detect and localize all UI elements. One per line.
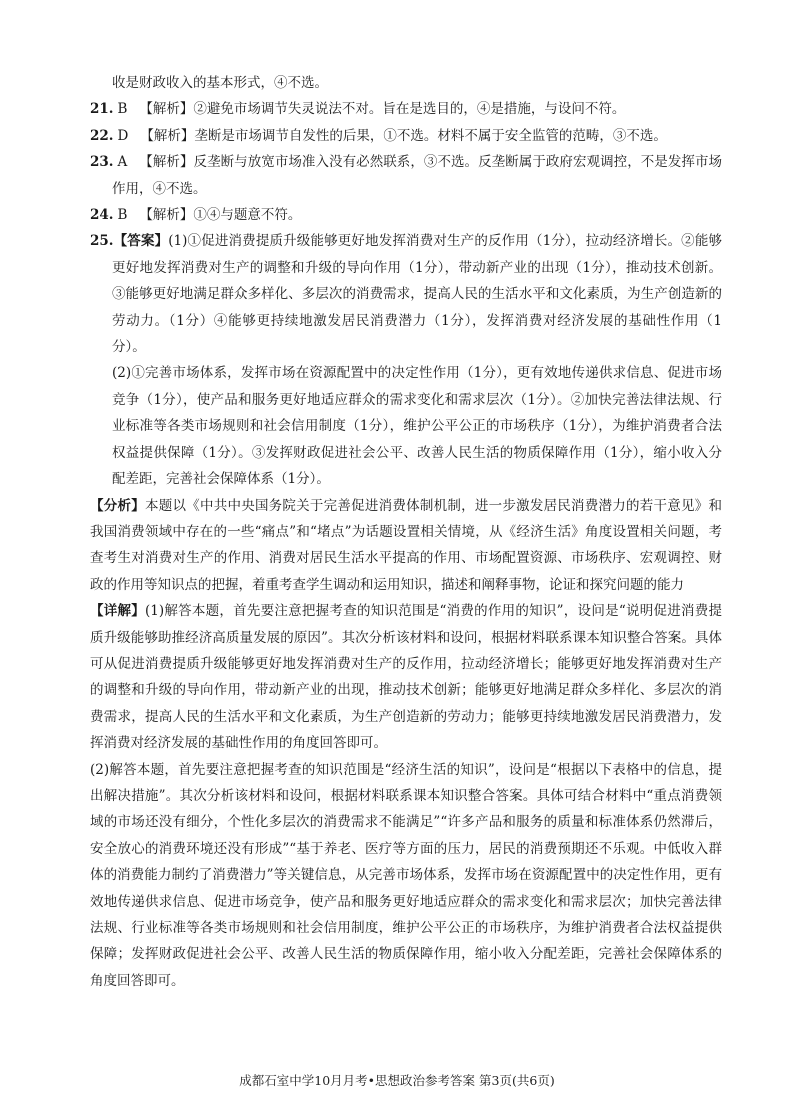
analysis-text: ①④与题意不符。 — [193, 207, 302, 224]
question-25-answer-part1 — [90, 228, 722, 360]
answer-text-1: (1)①促进消费提质升级能够更好地发挥消费对生产的反作用（1分），拉动经济增长。②能够更好地发挥消费对生产的调整和升级的导向作用（1分），带动新产业的出现（1分），推动技术创新。③能够更好地满足群众多样化、多层次的消费需求，提高人民的生活水平和文化素质，为生产创造新的劳动力。（1分）④能够更持续地激发居民消费潜力（1分），发挥消费对经济发展的基础性作用（1分）。 — [112, 233, 722, 356]
analysis-tag: 【解析】 — [139, 101, 194, 118]
question-25-detail-part2: (2)解答本题，首先要注意把握考查的知识范围是“经济生活的知识”，设问是“根据以下表格中的信息，提出解决措施”。其次分析该材料和设问，根据材料联系课本知识整合答案。具体可结合材料中“重点消费领域的市场还没有细分，个性化多层次的消费需求不能满足”“许多产品和服务的质量和标准体系仍然滞后，安全放心的消费环境还没有形成”“基于养老、医疗等方面的压力，居民的消费预期还不乐观。中低收入群体的消费能力制约了消费潜力”等关键信息，从完善市场体系，发挥市场在资源配置中的决定性作用，更有效地传递供求信息、促进市场竞争，使产品和服务更好地适应群众的需求变化和需求层次；加快完善法律法规、行业标准等各类市场规则和社会信用制度，维护公平公正的市场秩序，为维护消费者合法权益提供保障；发挥财政促进社会公平、改善人民生活的物质保障作用，缩小收入分配差距，完善社会保障体系的角度回答即可。 — [90, 761, 722, 989]
analysis-text: ②避免市场调节失灵说法不对。旨在是选目的，④是措施，与设问不符。 — [193, 101, 626, 118]
question-23 — [90, 149, 722, 202]
question-25-answer-part2: (2)①完善市场体系，发挥市场在资源配置中的决定性作用（1分），更有效地传递供求信息、促进市场竞争（1分），使产品和服务更好地适应群众的需求变化和需求层次（1分）。②加快完善法律法规、行业标准等各类市场规则和社会信用制度（1分），维护公平公正的市场秩序（1分），为维护消费者合法权益提供保障（1分）。③发挥财政促进社会公平、改善人民生活的物质保障作用（1分），缩小收入分配差距，完善社会保障体系（1分）。 — [112, 365, 722, 488]
answer-tag: 【答案】 — [113, 233, 169, 250]
page-footer: 成都石室中学10月月考•思想政治参考答案 第3页(共6页) — [239, 1073, 555, 1088]
question-number: 24. — [90, 207, 114, 224]
question-22 — [90, 123, 722, 149]
answer-choice: B — [117, 207, 128, 224]
question-25-detail-part1 — [90, 598, 722, 756]
detail-tag: 【详解】 — [90, 603, 146, 620]
analysis-tag: 【分析】 — [90, 497, 145, 514]
detail-text-1: (1)解答本题，首先要注意把握考查的知识范围是“消费的作用的知识”，设问是“说明促进消费提质升级能够助推经济高质量发展的原因”。其次分析该材料和设问，根据材料联系课本知识整合答案。具体可从促进消费提质升级能够更好地发挥消费对生产的反作用，拉动经济增长；能够更好地发挥消费对生产的调整和升级的导向作用，带动新产业的出现，推动技术创新；能够更好地满足群众多样化、多层次的消费需求，提高人民的生活水平和文化素质，为生产创造新的劳动力；能够更持续地激发居民消费潜力，发挥消费对经济发展的基础性作用的角度回答即可。 — [90, 603, 722, 752]
analysis-text: 反垄断与放宽市场准入没有必然联系，③不选。反垄断属于政府宏观调控，不是发挥市场作用，④不选。 — [112, 154, 723, 197]
analysis-text: 垄断是市场调节自发性的后果，①不选。材料不属于安全监管的范畴，③不选。 — [194, 127, 667, 144]
question-25-analysis — [90, 493, 722, 599]
continued-line: 收是财政收入的基本形式，④不选。 — [112, 75, 328, 91]
analysis-tag: 【解析】 — [139, 207, 194, 224]
answer-choice: A — [117, 154, 128, 171]
page-content — [90, 70, 722, 994]
question-21 — [90, 96, 722, 122]
question-number: 23. — [90, 154, 114, 171]
analysis-text: 本题以《中共中央国务院关于完善促进消费体制机制，进一步激发居民消费潜力的若干意见》和我国消费领域中存在的一些“痛点”和“堵点”为话题设置相关情境，从《经济生活》角度设置相关问题，考查考生对消费对生产的作用、消费对居民生活水平提高的作用、市场配置资源、市场秩序、宏观调控、财政的作用等知识点的把握，着重考查学生调动和运用知识，描述和阐释事物，论证和探究问题的能力 — [90, 497, 723, 593]
question-24 — [90, 202, 722, 228]
question-number: 22. — [90, 127, 114, 144]
question-number: 21. — [90, 101, 114, 118]
analysis-tag: 【解析】 — [139, 154, 194, 171]
question-number: 25. — [90, 233, 114, 250]
analysis-tag: 【解析】 — [140, 127, 195, 144]
answer-choice: D — [117, 127, 129, 144]
answer-choice: B — [117, 101, 128, 118]
